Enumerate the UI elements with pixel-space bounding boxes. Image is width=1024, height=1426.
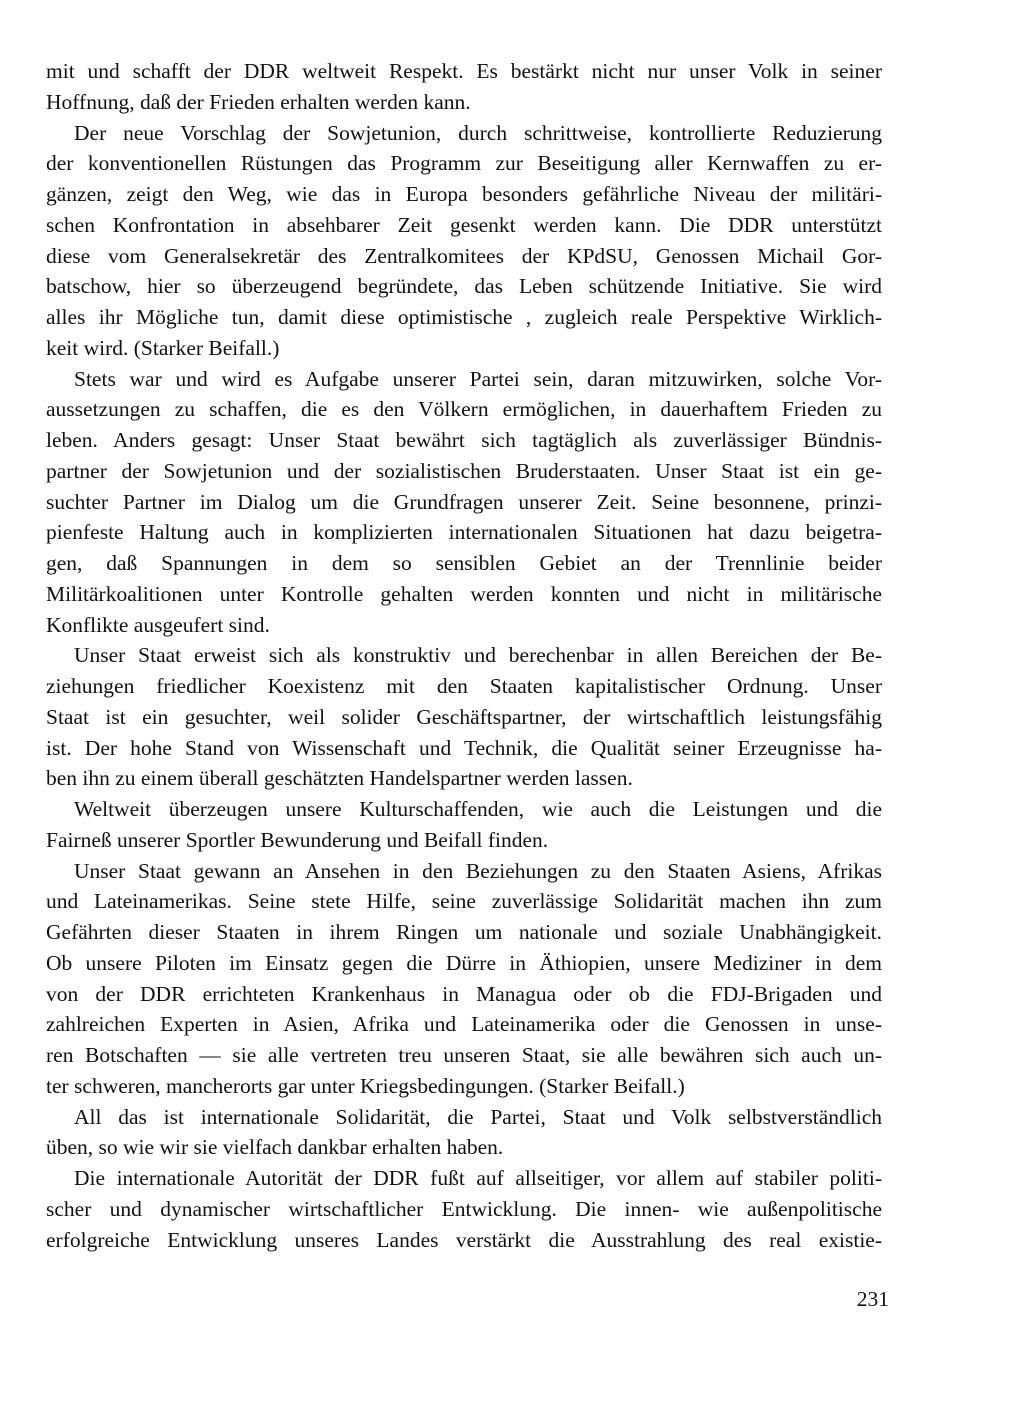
text-line: Stets war und wird es Aufgabe unserer Partei sein, daran mitzuwirken, solche Vor- — [74, 366, 882, 391]
text-line: erfolgreiche Entwicklung unseres Landes verstärkt die Ausstrahlung des real existie- — [46, 1227, 882, 1252]
text-line: suchter Partner im Dialog um die Grundfragen unserer Zeit. Seine besonnene, prinzi- — [46, 489, 882, 514]
text-line: keit wird. (Starker Beifall.) — [46, 335, 280, 360]
paragraph — [46, 118, 882, 364]
page-number: 231 — [856, 1287, 889, 1311]
text-line: Die internationale Autorität der DDR fußt auf allseitiger, vor allem auf stabiler politi- — [74, 1166, 882, 1190]
text-line: Militärkoalitionen unter Kontrolle gehalten werden konnten und nicht in militärische — [46, 581, 882, 606]
text-line: Staat ist ein gesuchter, weil solider Geschäftspartner, der wirtschaftlich leistungsfähig — [46, 704, 882, 729]
text-line: gen, daß Spannungen in dem so sensiblen Gebiet an der Trennlinie beider — [46, 551, 882, 575]
text-line: Unser Staat gewann an Ansehen in den Beziehungen zu den Staaten Asiens, Afrikas — [74, 858, 882, 883]
text-line: scher und dynamischer wirtschaftlicher Entwicklung. Die innen- wie außenpolitische — [46, 1196, 882, 1221]
paragraph — [46, 364, 882, 641]
paragraph — [46, 1102, 882, 1164]
text-line: und Lateinamerikas. Seine stete Hilfe, seine zuverlässige Solidarität machen ihn zum — [46, 889, 882, 914]
text-line: Hoffnung, daß der Frieden erhalten werden kann. — [46, 89, 471, 114]
text-line: Ob unsere Piloten im Einsatz gegen die Dürre in Äthiopien, unsere Mediziner in dem — [46, 950, 882, 975]
text-line: pienfeste Haltung auch in komplizierten internationalen Situationen hat dazu beigetra- — [46, 520, 882, 545]
text-line: von der DDR errichteten Krankenhaus in Managua oder ob die FDJ-Brigaden und — [46, 981, 882, 1006]
text-line: aussetzungen zu schaffen, die es den Völkern ermöglichen, in dauerhaftem Frieden zu — [46, 397, 882, 422]
text-line: batschow, hier so überzeugend begründete, das Leben schützende Initiative. Sie wird — [46, 274, 882, 299]
paragraph — [46, 794, 882, 856]
text-line: Weltweit überzeugen unsere Kulturschaffenden, wie auch die Leistungen und die — [74, 797, 882, 821]
text-line: Gefährten dieser Staaten in ihrem Ringen um nationale und soziale Unabhängigkeit. — [46, 920, 882, 944]
text-line: diese vom Generalsekretär des Zentralkomitees der KPdSU, Genossen Michail Gor- — [46, 243, 882, 268]
body-text — [46, 56, 882, 1255]
text-line: schen Konfrontation in absehbarer Zeit gesenkt werden kann. Die DDR unterstützt — [46, 212, 882, 237]
text-line: ziehungen friedlicher Koexistenz mit den Staaten kapitalistischer Ordnung. Unser — [46, 674, 882, 698]
text-line: mit und schafft der DDR weltweit Respekt. Es bestärkt nicht nur unser Volk in seiner — [46, 59, 882, 83]
text-line: leben. Anders gesagt: Unser Staat bewährt sich tagtäglich als zuverlässiger Bündnis- — [46, 428, 882, 452]
text-line: ben ihn zu einem überall geschätzten Handelspartner werden lassen. — [46, 766, 633, 791]
text-line: Der neue Vorschlag der Sowjetunion, durch schrittweise, kontrollierte Reduzierung — [74, 120, 882, 145]
text-line: Fairneß unserer Sportler Bewunderung und Beifall finden. — [46, 827, 549, 852]
text-line: ist. Der hohe Stand von Wissenschaft und Technik, die Qualität seiner Erzeugnisse ha- — [46, 735, 882, 760]
text-line: alles ihr Mögliche tun, damit diese optimistische , zugleich reale Perspektive Wirklich- — [46, 305, 882, 329]
text-line: ter schweren, mancherorts gar unter Kriegsbedingungen. (Starker Beifall.) — [46, 1073, 685, 1098]
text-line: ren Botschaften — sie alle vertreten treu unseren Staat, sie alle bewähren sich auch un- — [46, 1043, 882, 1067]
paragraph — [46, 640, 882, 794]
paragraph — [46, 856, 882, 1102]
text-line: Unser Staat erweist sich als konstruktiv und berechenbar in allen Bereichen der Be- — [74, 643, 882, 668]
text-line: Konflikte ausgeufert sind. — [46, 612, 270, 637]
text-line: zahlreichen Experten in Asien, Afrika und Lateinamerika oder die Genossen in unse- — [46, 1012, 882, 1037]
paragraph — [46, 56, 882, 118]
text-line: der konventionellen Rüstungen das Programm zur Beseitigung aller Kernwaffen zu er- — [46, 151, 882, 176]
text-line: üben, so wie wir sie vielfach dankbar erhalten haben. — [46, 1135, 504, 1160]
text-line: gänzen, zeigt den Weg, wie das in Europa besonders gefährliche Niveau der militäri- — [46, 182, 882, 206]
paragraph — [46, 1163, 882, 1255]
text-line: partner der Sowjetunion und der sozialistischen Bruderstaaten. Unser Staat ist ein ge- — [46, 458, 882, 483]
text-line: All das ist internationale Solidarität, die Partei, Staat und Volk selbstverständlich — [74, 1104, 882, 1129]
